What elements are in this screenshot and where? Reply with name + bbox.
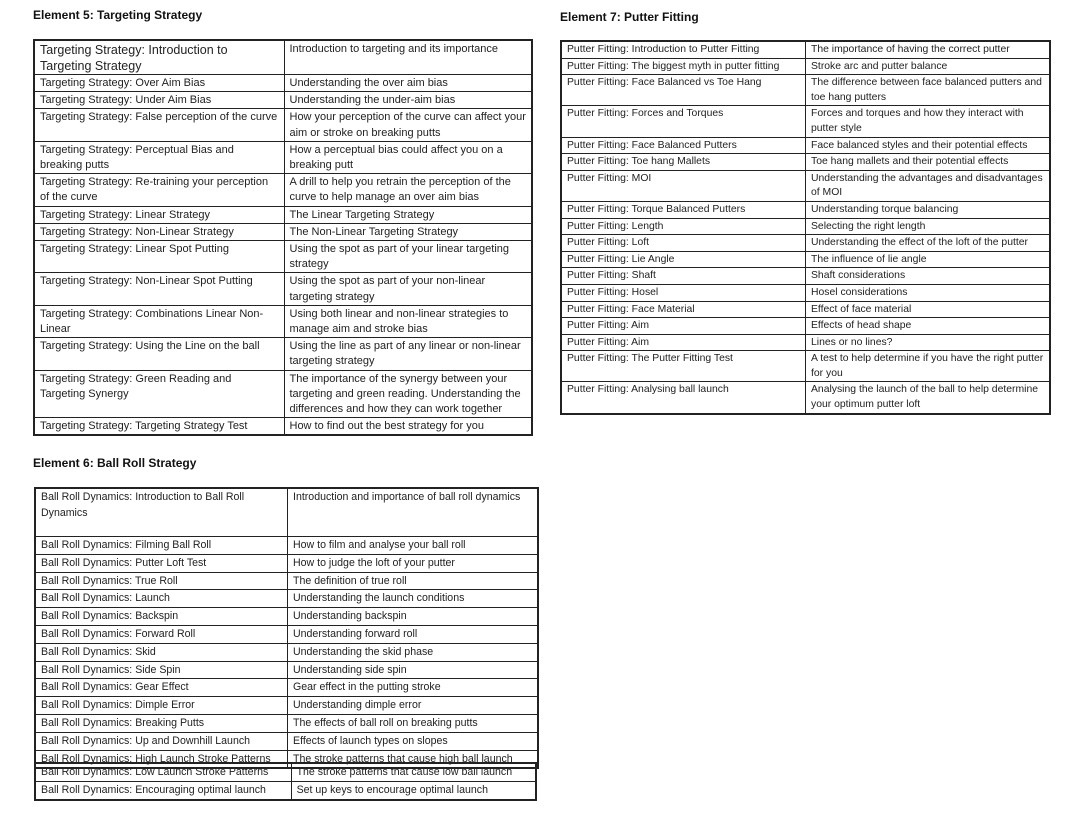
description-cell: Understanding the advantages and disadvantages of MOI [806, 170, 1051, 201]
table-row [561, 75, 1050, 106]
table-row [34, 418, 532, 436]
table-row [561, 251, 1050, 268]
table-row [34, 75, 532, 92]
description-cell: Hosel considerations [806, 284, 1051, 301]
description-cell: Stroke arc and putter balance [806, 58, 1051, 75]
table-row [561, 334, 1050, 351]
table-row [35, 554, 538, 572]
description-cell: Introduction and importance of ball roll dynamics [288, 488, 539, 537]
description-cell: Forces and torques and how they interact with putter style [806, 106, 1051, 137]
topic-cell: Ball Roll Dynamics: Breaking Putts [35, 714, 288, 732]
description-cell: The importance of having the correct putter [806, 41, 1051, 58]
topic-cell: Putter Fitting: Toe hang Mallets [561, 154, 806, 171]
description-cell: The definition of true roll [288, 572, 539, 590]
topic-cell: Ball Roll Dynamics: Backspin [35, 608, 288, 626]
table-row [34, 109, 532, 141]
topic-cell: Ball Roll Dynamics: True Roll [35, 572, 288, 590]
description-cell: Using the line as part of any linear or non-linear targeting strategy [284, 338, 532, 370]
description-cell: Understanding backspin [288, 608, 539, 626]
topic-cell: Putter Fitting: The Putter Fitting Test [561, 351, 806, 382]
ball-roll-table [34, 487, 539, 769]
table-row [34, 241, 532, 273]
topic-cell: Putter Fitting: Shaft [561, 268, 806, 285]
table-row [35, 732, 538, 750]
description-cell: Effects of launch types on slopes [288, 732, 539, 750]
table-row [34, 273, 532, 305]
description-cell: Shaft considerations [806, 268, 1051, 285]
topic-cell: Targeting Strategy: Over Aim Bias [34, 75, 284, 92]
topic-cell: Ball Roll Dynamics: Filming Ball Roll [35, 537, 288, 555]
table-row [34, 92, 532, 109]
description-cell: The effects of ball roll on breaking putts [288, 714, 539, 732]
description-cell: How to film and analyse your ball roll [288, 537, 539, 555]
description-cell: The Non-Linear Targeting Strategy [284, 223, 532, 240]
table-row [561, 41, 1050, 58]
topic-cell: Ball Roll Dynamics: Introduction to Ball Roll Dynamics [35, 488, 288, 537]
description-cell: Understanding side spin [288, 661, 539, 679]
table-row [34, 206, 532, 223]
table-row [561, 268, 1050, 285]
table-row [561, 382, 1050, 414]
topic-cell: Putter Fitting: Forces and Torques [561, 106, 806, 137]
table-row [34, 40, 532, 75]
table-row [35, 488, 538, 537]
topic-cell: Ball Roll Dynamics: High Launch Stroke Patterns [35, 750, 288, 768]
description-cell: How a perceptual bias could affect you on a breaking putt [284, 141, 532, 173]
description-cell: Using the spot as part of your non-linear targeting strategy [284, 273, 532, 305]
description-cell: Effect of face material [806, 301, 1051, 318]
topic-cell: Putter Fitting: Length [561, 218, 806, 235]
topic-cell: Targeting Strategy: Under Aim Bias [34, 92, 284, 109]
table-row [561, 201, 1050, 218]
topic-cell: Targeting Strategy: Green Reading and Targeting Synergy [34, 370, 284, 418]
topic-cell: Targeting Strategy: Introduction to Targeting Strategy [34, 40, 284, 75]
description-cell: A test to help determine if you have the right putter for you [806, 351, 1051, 382]
table-row [561, 170, 1050, 201]
table-row [561, 137, 1050, 154]
description-cell: How to find out the best strategy for you [284, 418, 532, 436]
topic-cell: Targeting Strategy: Non-Linear Strategy [34, 223, 284, 240]
table-row [35, 661, 538, 679]
description-cell: The importance of the synergy between your targeting and green reading. Understanding the differences and how they can work together [284, 370, 532, 418]
table-row [561, 218, 1050, 235]
table-row [34, 305, 532, 337]
table-row [561, 235, 1050, 252]
table-row [561, 154, 1050, 171]
description-cell: Understanding the effect of the loft of the putter [806, 235, 1051, 252]
section-heading-targeting-strategy: Element 5: Targeting Strategy [33, 8, 203, 22]
table-row [34, 223, 532, 240]
description-cell: The Linear Targeting Strategy [284, 206, 532, 223]
topic-cell: Targeting Strategy: Combinations Linear Non-Linear [34, 305, 284, 337]
description-cell: The stroke patterns that cause high ball launch [288, 750, 539, 768]
topic-cell: Putter Fitting: Hosel [561, 284, 806, 301]
description-cell: Understanding forward roll [288, 625, 539, 643]
table-row [561, 351, 1050, 382]
table-row [35, 537, 538, 555]
topic-cell: Putter Fitting: Aim [561, 334, 806, 351]
description-cell: Gear effect in the putting stroke [288, 679, 539, 697]
topic-cell: Ball Roll Dynamics: Encouraging optimal launch [35, 781, 291, 799]
topic-cell: Putter Fitting: Aim [561, 318, 806, 335]
description-cell: Understanding the over aim bias [284, 75, 532, 92]
table-row [35, 643, 538, 661]
topic-cell: Targeting Strategy: Using the Line on the ball [34, 338, 284, 370]
topic-cell: Putter Fitting: The biggest myth in putter fitting [561, 58, 806, 75]
topic-cell: Putter Fitting: Torque Balanced Putters [561, 201, 806, 218]
ball-roll-continuation-table [34, 762, 537, 801]
topic-cell: Ball Roll Dynamics: Gear Effect [35, 679, 288, 697]
table-row [35, 697, 538, 715]
topic-cell: Targeting Strategy: Non-Linear Spot Putting [34, 273, 284, 305]
table-row [35, 679, 538, 697]
topic-cell: Putter Fitting: Face Material [561, 301, 806, 318]
table-row [561, 284, 1050, 301]
topic-cell: Targeting Strategy: Linear Spot Putting [34, 241, 284, 273]
description-cell: Introduction to targeting and its importance [284, 40, 532, 75]
description-cell: Toe hang mallets and their potential effects [806, 154, 1051, 171]
table-row [561, 301, 1050, 318]
topic-cell: Ball Roll Dynamics: Up and Downhill Launch [35, 732, 288, 750]
topic-cell: Targeting Strategy: False perception of the curve [34, 109, 284, 141]
topic-cell: Ball Roll Dynamics: Skid [35, 643, 288, 661]
putter-fitting-table [560, 40, 1051, 415]
description-cell: A drill to help you retrain the perception of the curve to help manage an over aim bias [284, 174, 532, 206]
topic-cell: Ball Roll Dynamics: Putter Loft Test [35, 554, 288, 572]
description-cell: Selecting the right length [806, 218, 1051, 235]
description-cell: The influence of lie angle [806, 251, 1051, 268]
description-cell: Understanding torque balancing [806, 201, 1051, 218]
description-cell: Using both linear and non-linear strategies to manage aim and stroke bias [284, 305, 532, 337]
topic-cell: Ball Roll Dynamics: Low Launch Stroke Patterns [35, 763, 291, 781]
description-cell: Understanding the under-aim bias [284, 92, 532, 109]
description-cell: Effects of head shape [806, 318, 1051, 335]
description-cell: Understanding dimple error [288, 697, 539, 715]
table-row [35, 763, 536, 781]
table-row [35, 714, 538, 732]
section-heading-putter-fitting: Element 7: Putter Fitting [560, 10, 699, 24]
description-cell: Using the spot as part of your linear targeting strategy [284, 241, 532, 273]
description-cell: Analysing the launch of the ball to help determine your optimum putter loft [806, 382, 1051, 414]
description-cell: The stroke patterns that cause low ball launch [291, 763, 536, 781]
topic-cell: Targeting Strategy: Linear Strategy [34, 206, 284, 223]
table-row [561, 58, 1050, 75]
table-row [35, 572, 538, 590]
topic-cell: Ball Roll Dynamics: Dimple Error [35, 697, 288, 715]
topic-cell: Putter Fitting: Face Balanced Putters [561, 137, 806, 154]
table-row [561, 106, 1050, 137]
table-row [35, 625, 538, 643]
description-cell: Face balanced styles and their potential effects [806, 137, 1051, 154]
table-row [34, 338, 532, 370]
table-row [35, 590, 538, 608]
topic-cell: Targeting Strategy: Perceptual Bias and breaking putts [34, 141, 284, 173]
topic-cell: Ball Roll Dynamics: Forward Roll [35, 625, 288, 643]
topic-cell: Putter Fitting: Loft [561, 235, 806, 252]
topic-cell: Putter Fitting: Face Balanced vs Toe Hang [561, 75, 806, 106]
table-row [34, 141, 532, 173]
description-cell: The difference between face balanced putters and toe hang putters [806, 75, 1051, 106]
description-cell: Lines or no lines? [806, 334, 1051, 351]
description-cell: How your perception of the curve can affect your aim or stroke on breaking putts [284, 109, 532, 141]
topic-cell: Ball Roll Dynamics: Side Spin [35, 661, 288, 679]
topic-cell: Putter Fitting: Lie Angle [561, 251, 806, 268]
description-cell: Understanding the launch conditions [288, 590, 539, 608]
topic-cell: Ball Roll Dynamics: Launch [35, 590, 288, 608]
table-row [34, 370, 532, 418]
topic-cell: Putter Fitting: MOI [561, 170, 806, 201]
description-cell: Set up keys to encourage optimal launch [291, 781, 536, 799]
topic-cell: Putter Fitting: Introduction to Putter Fitting [561, 41, 806, 58]
topic-cell: Putter Fitting: Analysing ball launch [561, 382, 806, 414]
topic-cell: Targeting Strategy: Re-training your perception of the curve [34, 174, 284, 206]
description-cell: Understanding the skid phase [288, 643, 539, 661]
table-row [35, 608, 538, 626]
section-heading-ball-roll-strategy: Element 6: Ball Roll Strategy [33, 456, 197, 470]
table-row [34, 174, 532, 206]
table-row [35, 781, 536, 799]
topic-cell: Targeting Strategy: Targeting Strategy Test [34, 418, 284, 436]
table-row [561, 318, 1050, 335]
targeting-strategy-table [33, 39, 533, 436]
description-cell: How to judge the loft of your putter [288, 554, 539, 572]
